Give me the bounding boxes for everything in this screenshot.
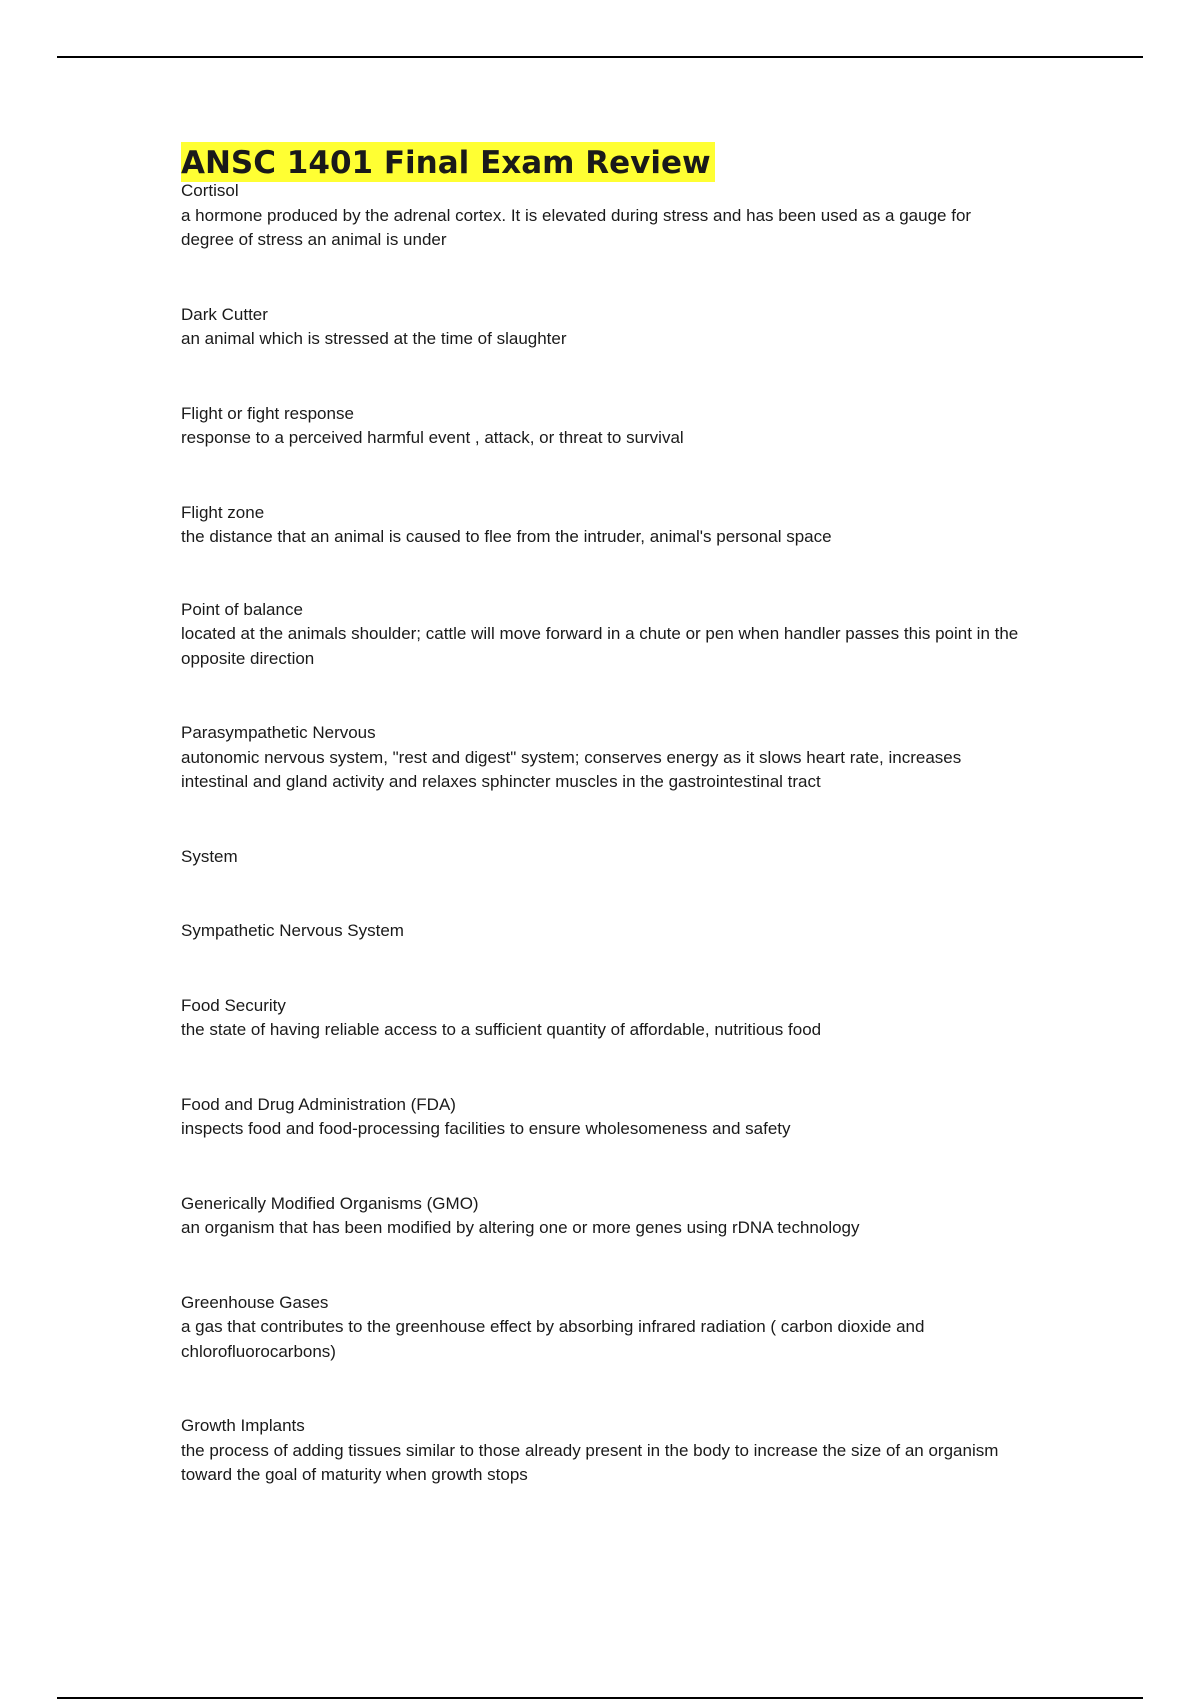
entry-dark-cutter: [181, 303, 1021, 352]
entry-definition: an organism that has been modified by altering one or more genes using rDNA technology: [181, 1218, 860, 1237]
document-body: [181, 142, 1021, 1488]
title-row: [181, 142, 1021, 179]
entry-term: Food and Drug Administration (FDA): [181, 1094, 456, 1114]
entry-term: Flight zone: [181, 502, 265, 522]
entry-flight-or-fight: [181, 402, 1021, 451]
entry-fda: [181, 1093, 1021, 1142]
entry-term: Flight or fight response: [181, 403, 354, 423]
entry-term: Point of balance: [181, 599, 303, 619]
entry-cortisol: [181, 179, 1021, 253]
entry-food-security: [181, 994, 1021, 1043]
entry-definition: an animal which is stressed at the time of slaughter: [181, 329, 567, 348]
entry-term: Generically Modified Organisms (GMO): [181, 1193, 479, 1213]
entry-definition: a hormone produced by the adrenal cortex. It is elevated during stress and has been used as a gauge for degree of stress an animal is under: [181, 205, 972, 249]
entry-definition: response to a perceived harmful event , attack, or threat to survival: [181, 428, 684, 447]
entry-parasympathetic: [181, 721, 1021, 795]
entry-definition: the state of having reliable access to a sufficient quantity of affordable, nutritious food: [181, 1020, 822, 1039]
bottom-rule: [57, 1697, 1143, 1699]
entry-sympathetic: [181, 919, 1021, 944]
entry-term: Cortisol: [181, 181, 239, 200]
entry-growth-implants: [181, 1414, 1021, 1488]
entry-term: Dark Cutter: [181, 304, 268, 324]
entry-term: Growth Implants: [181, 1416, 305, 1435]
entry-term: Greenhouse Gases: [181, 1292, 329, 1312]
entry-definition: the process of adding tissues similar to those already present in the body to increase the size of an organism toward the goal of maturity when growth stops: [181, 1440, 999, 1484]
entry-definition: inspects food and food-processing facilities to ensure wholesomeness and safety: [181, 1119, 791, 1138]
entry-flight-zone: [181, 501, 1021, 550]
entry-definition: the distance that an animal is caused to flee from the intruder, animal's personal space: [181, 527, 832, 546]
entry-gmo: [181, 1192, 1021, 1241]
top-rule: [57, 56, 1143, 58]
entry-definition: autonomic nervous system, "rest and digest" system; conserves energy as it slows heart rate, increases intestinal and gland activity and relaxes sphincter muscles in the gastrointestinal tract: [181, 747, 962, 791]
entry-point-of-balance: [181, 598, 1021, 672]
entry-definition: located at the animals shoulder; cattle will move forward in a chute or pen when handler passes this point in the opposite direction: [181, 624, 1019, 668]
entry-term: System: [181, 846, 238, 866]
entry-term: Food Security: [181, 995, 286, 1015]
document-title: ANSC 1401 Final Exam Review: [181, 142, 715, 182]
entry-term: Sympathetic Nervous System: [181, 921, 404, 940]
entry-definition: a gas that contributes to the greenhouse effect by absorbing infrared radiation ( carbon dioxide and chlorofluorocarbons): [181, 1317, 925, 1361]
entry-term: Parasympathetic Nervous: [181, 723, 376, 742]
entry-greenhouse-gases: [181, 1291, 1021, 1365]
entry-system: [181, 845, 1021, 870]
